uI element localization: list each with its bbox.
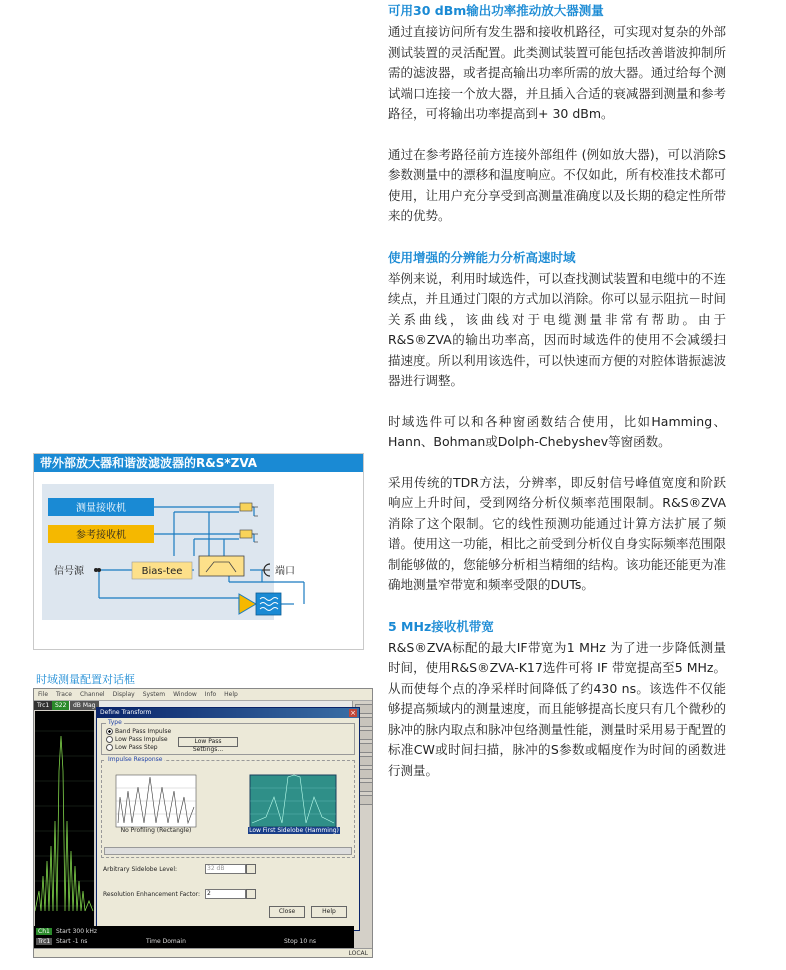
trace-plot — [35, 711, 94, 926]
menu-item[interactable]: Help — [224, 691, 238, 698]
low-pass-settings-button[interactable]: Low Pass Settings... — [178, 737, 238, 747]
start-time: Start -1 ns — [56, 938, 88, 945]
bottom-bar — [34, 948, 372, 958]
status-bar — [34, 926, 354, 948]
window-left-label: No Profiling (Rectangle) — [120, 827, 192, 834]
radio-low-pass-step[interactable]: Low Pass Step — [106, 744, 158, 751]
horizontal-scrollbar[interactable] — [104, 847, 352, 855]
menu-item[interactable]: Trace — [56, 691, 72, 698]
screenshot-caption: 时域测量配置对话框 — [36, 673, 135, 686]
arbitrary-sidelobe-input[interactable]: 32 dB — [205, 864, 246, 874]
menu-item[interactable]: Info — [204, 691, 217, 698]
stepper-icon[interactable] — [246, 889, 256, 899]
port-label: 端口 — [275, 566, 295, 577]
trace-line — [35, 736, 93, 911]
window-right-label: Low First Sidelobe (Hamming) — [249, 827, 339, 834]
channel-label: Ch1 — [38, 928, 50, 935]
dialog-title: Define Transform — [97, 708, 359, 718]
trace-tab[interactable]: Trc1 — [34, 701, 52, 710]
measure-receiver-label: 测量接收机 — [76, 503, 126, 514]
reference-receiver-label: 参考接收机 — [76, 530, 126, 541]
paragraph: 采用传统的TDR方法，分辨率，即反射信号峰值宽度和阶跃响应上升时间，受到网络分析仪频率范围限制。R&S®ZVA消除了这个限制。它的线性预测功能通过计算方法扩展了频谱。使用这一功能，相比之前受到分析仪自身实际频率范围限制能够做的，您能够分析相当精细的结构。该功能还能更为准确地测量窄带宽和频率受限的DUTs。 — [388, 474, 726, 592]
section-heading-bandwidth: 5 MHz接收机带宽 — [388, 618, 494, 634]
radio-selected-icon — [106, 728, 113, 735]
paragraph: 时域选件可以和各种窗函数结合使用，比如Hamming、Hann、Bohman或Dolph-Chebyshev等窗函数。 — [388, 413, 726, 449]
impulse-response-label: Impulse Response — [108, 756, 163, 763]
stepper-icon[interactable] — [246, 864, 256, 874]
paragraph: R&S®ZVA标配的最大IF带宽为1 MHz 为了进一步降低测量时间，使用R&S®ZVA-K17选件可将 IF 带宽提高至5 MHz。从而使每个点的净采样时间降低了约430 ns。该选件不仅能够提高频域内的测量速度，而且能够提高长度只有几个微秒的脉冲的脉内取点和脉冲包络测量性能，测量时采用易于配置的标准CW或时间扫描，脉冲的S参数或幅度作为时间的函数进行测量。 — [388, 639, 726, 778]
local-indicator: LOCAL — [348, 950, 368, 957]
paragraph: 举例来说，利用时域选件，可以查找测试装置和电缆中的不连续点，并且通过门限的方式加以消除。你可以显示阻抗－时间关系曲线，该曲线对于电缆测量非常有帮助。由于R&S®ZVA的输出功率高，因而时域选件的使用不会减缓扫描速度。所以利用该选件，可以快速而方便的对腔体谐振滤波器进行调整。 — [388, 270, 726, 388]
close-button[interactable]: Close — [269, 906, 305, 918]
resolution-label: Resolution Enhancement Factor: — [103, 891, 201, 898]
block-diagram — [33, 453, 364, 650]
menu-bar — [34, 689, 372, 701]
termination — [240, 530, 252, 538]
menu-item[interactable]: System — [142, 691, 166, 698]
time-domain-label: Time Domain — [146, 938, 186, 945]
trace-tab[interactable]: dB Mag — [70, 701, 99, 710]
define-transform-dialog — [96, 707, 360, 931]
close-icon[interactable]: × — [350, 709, 356, 717]
menu-item[interactable]: File — [38, 691, 49, 698]
coupler-block — [199, 556, 244, 576]
arbitrary-sidelobe-label: Arbitrary Sidelobe Level: — [103, 866, 178, 873]
paragraph: 通过直接访问所有发生器和接收机路径，可实现对复杂的外部测试装置的灵活配置。此类测试装置可能包括改善谐波抑制所需的滤波器，或者提高输出功率所需的放大器。通过给每个测试端口连接一个放大器，并且插入合适的衰减器到测量和参考路径，可将输出功率提高到+ 30 dBm。 — [388, 24, 726, 121]
instrument-screenshot — [33, 688, 373, 958]
section-heading-power: 可用30 dBm输出功率推动放大器测量 — [388, 3, 604, 18]
menu-item[interactable]: Window — [173, 691, 197, 698]
radio-icon — [106, 744, 113, 751]
article-column — [388, 0, 726, 781]
paragraph: 通过在参考路径前方连接外部组件 (例如放大器)，可以消除S参数测量中的漂移和温度响应。不仅如此，所有校准技术都可使用，让用户充分享受到高测量准确度以及长期的稳定性所带来的优势。 — [388, 146, 726, 223]
trace-tab[interactable]: S22 — [52, 701, 69, 710]
termination — [240, 503, 252, 511]
bias-tee-label: Bias-tee — [141, 566, 183, 577]
radio-low-pass-impulse[interactable]: Low Pass Impulse — [106, 736, 168, 743]
help-button[interactable]: Help — [311, 906, 347, 918]
type-label: Type — [108, 719, 122, 726]
resolution-input[interactable]: 2 — [205, 889, 246, 899]
radio-icon — [106, 736, 113, 743]
menu-item[interactable]: Channel — [79, 691, 105, 698]
stop-time: Stop 10 ns — [284, 938, 317, 945]
radio-band-pass[interactable]: Band Pass Impulse — [106, 728, 171, 735]
diagram-canvas — [34, 472, 363, 649]
menu-item[interactable]: Display — [112, 691, 135, 698]
filter-icon — [256, 593, 281, 615]
type-group — [101, 719, 355, 755]
trace-label: Trc1 — [38, 938, 51, 945]
impulse-response-group — [101, 756, 355, 858]
diagram-title: 带外部放大器和谐波滤波器的R&S*ZVA — [34, 454, 363, 472]
signal-source-label: 信号源 — [54, 566, 84, 577]
start-frequency: Start 300 kHz — [56, 928, 98, 935]
section-heading-time-domain: 使用增强的分辨能力分析高速时域 — [388, 249, 576, 265]
